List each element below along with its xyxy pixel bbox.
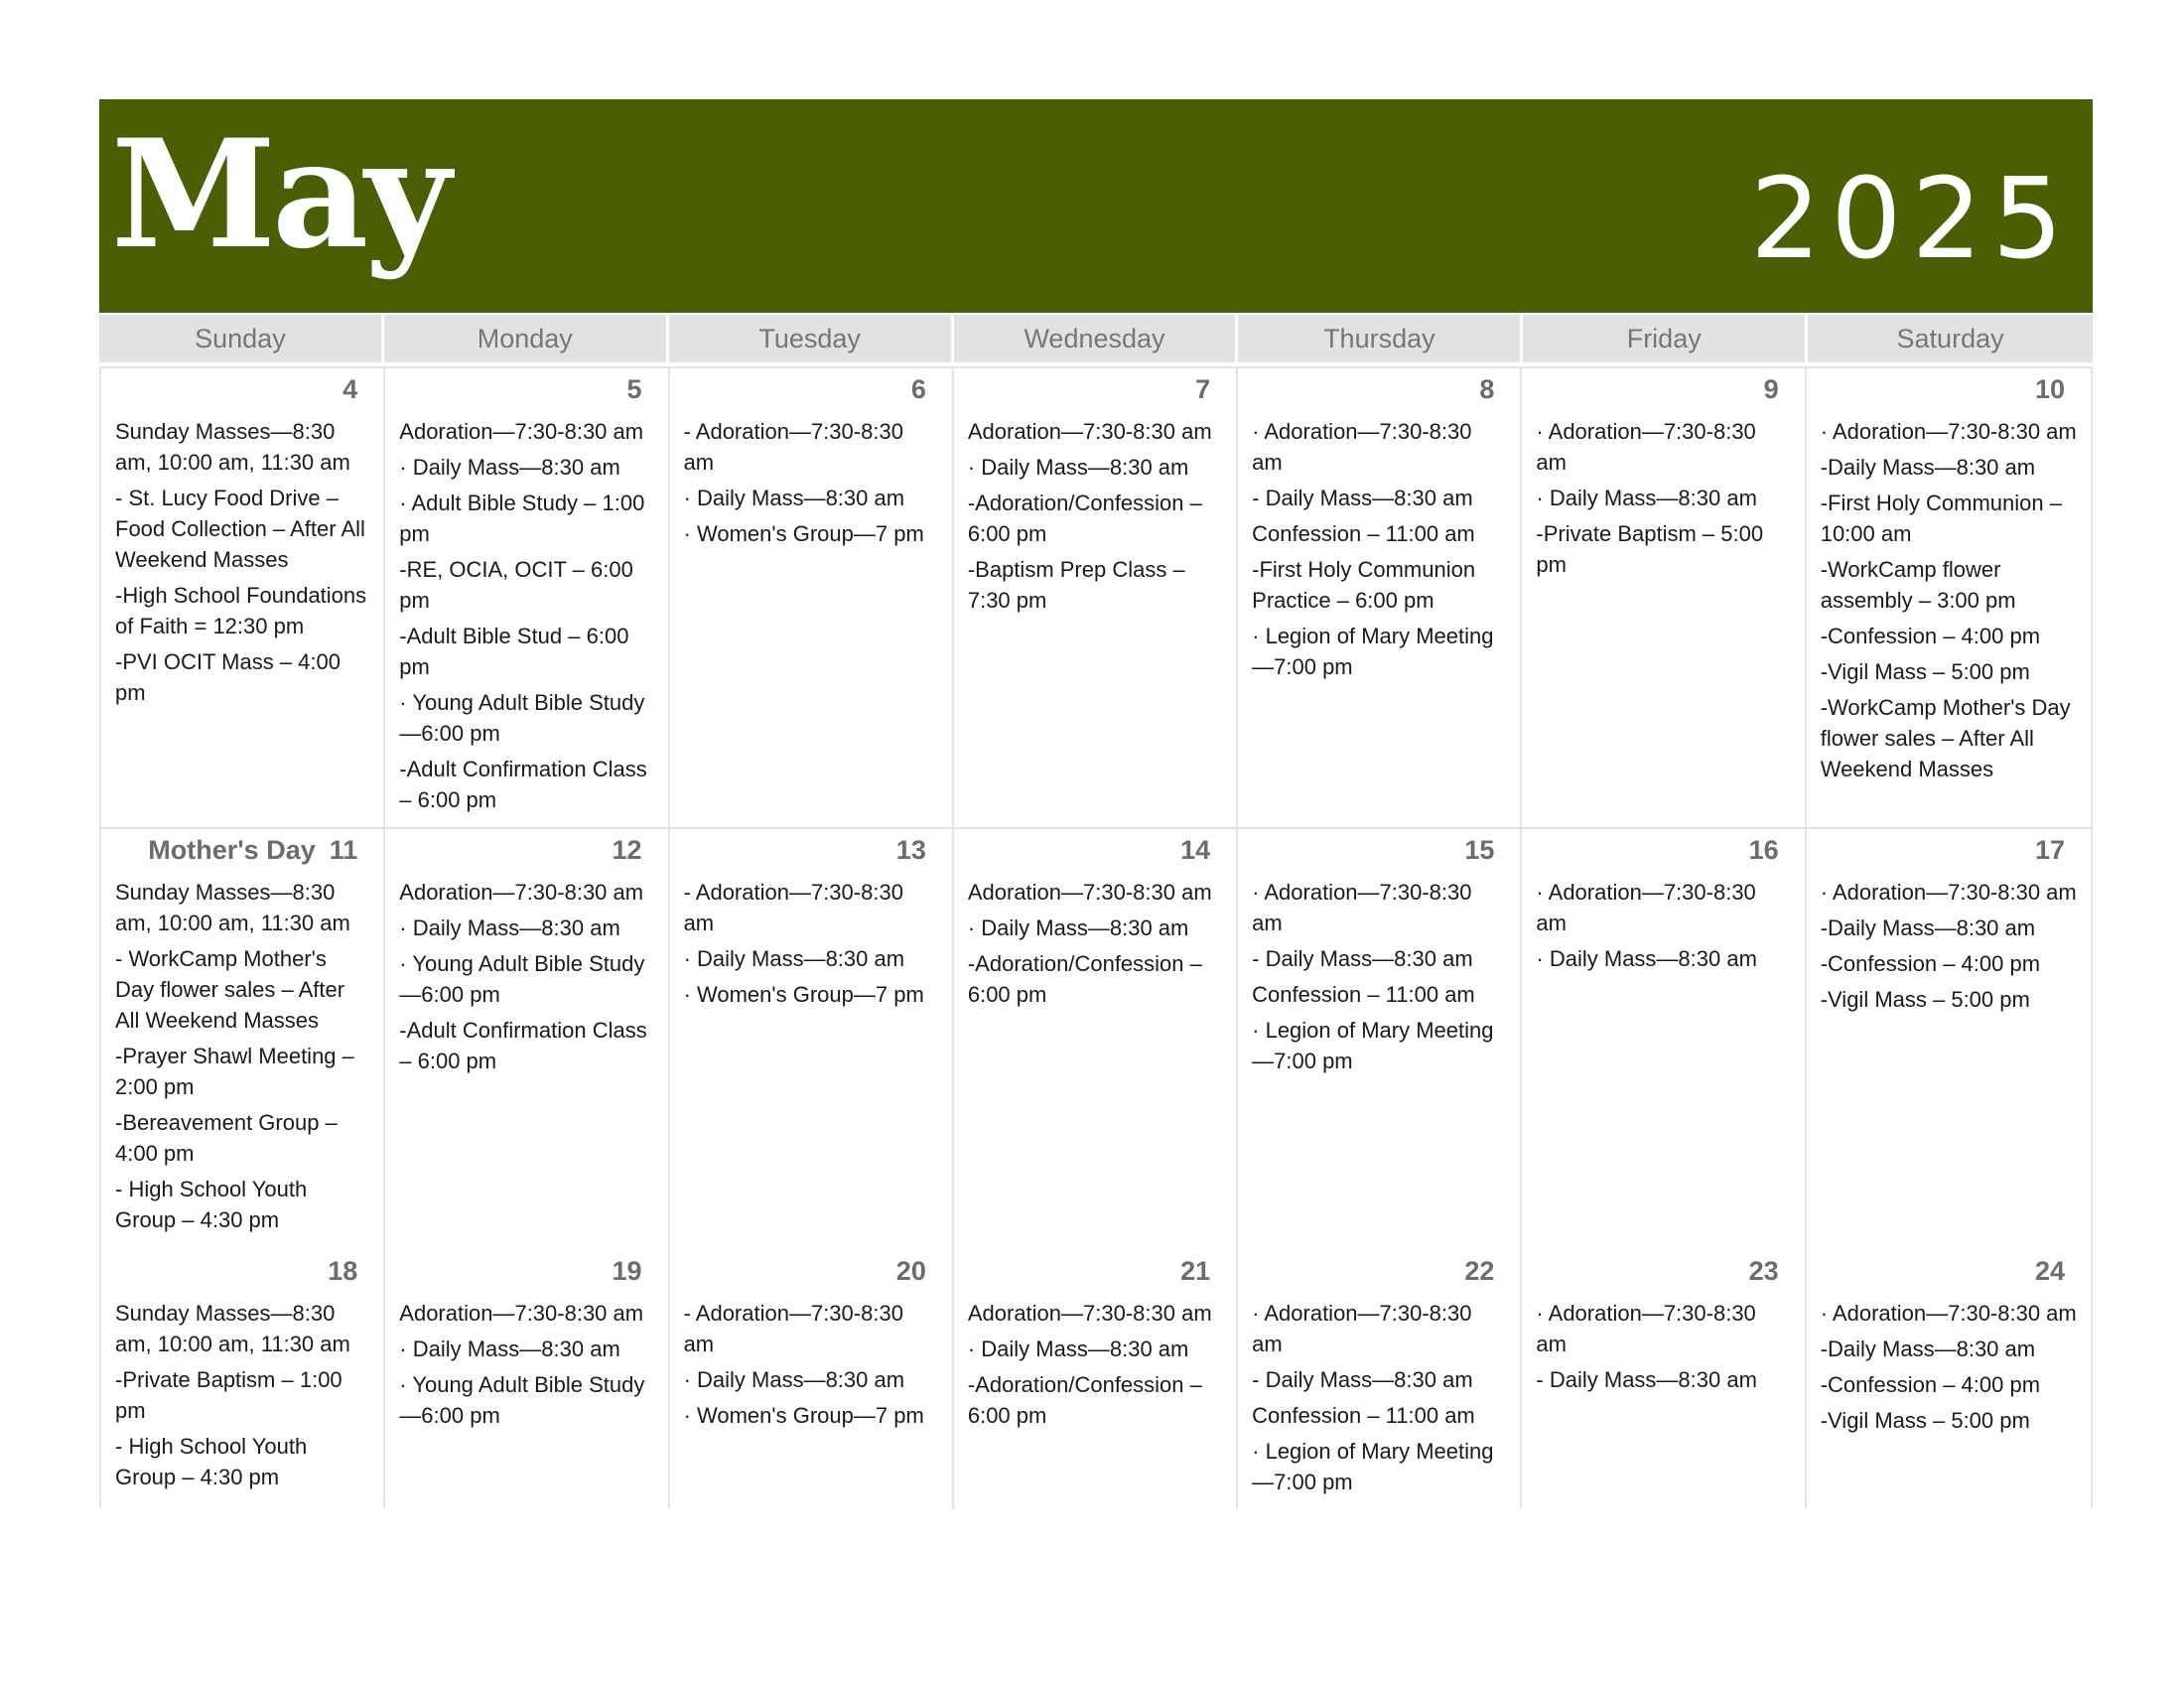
day-number: 9 bbox=[1763, 374, 1779, 404]
day-cell bbox=[1807, 368, 2091, 827]
day-cell bbox=[1522, 1250, 1806, 1508]
event-item: · Daily Mass—8:30 am bbox=[683, 946, 905, 971]
event-item: Sunday Masses—8:30 am, 10:00 am, 11:30 am bbox=[115, 880, 350, 935]
event-item: · Daily Mass—8:30 am bbox=[967, 915, 1189, 940]
event-item: Confession – 11:00 am bbox=[1252, 1403, 1475, 1428]
event-item: Adoration—7:30-8:30 am bbox=[967, 880, 1212, 905]
day-header bbox=[399, 835, 653, 877]
event-item: -PVI OCIT Mass – 4:00 pm bbox=[115, 649, 341, 705]
event-item: · Legion of Mary Meeting—7:00 pm bbox=[1252, 624, 1494, 679]
week-row bbox=[99, 827, 2093, 1250]
weekday-wednesday: Wednesday bbox=[954, 315, 1239, 362]
event-list bbox=[684, 1298, 938, 1431]
event-list bbox=[1252, 877, 1506, 1076]
event-item: -WorkCamp Mother's Day flower sales – After All Weekend Masses bbox=[1820, 695, 2071, 781]
event-list bbox=[1252, 1298, 1506, 1497]
event-list bbox=[399, 877, 653, 1076]
week-row bbox=[99, 366, 2093, 827]
event-item: · Daily Mass—8:30 am bbox=[967, 455, 1189, 480]
event-item: · Women's Group—7 pm bbox=[683, 1403, 924, 1428]
day-header bbox=[1821, 374, 2077, 416]
event-item: - High School Youth Group – 4:30 pm bbox=[115, 1434, 308, 1489]
day-header bbox=[115, 835, 369, 877]
event-item: · Legion of Mary Meeting—7:00 pm bbox=[1252, 1439, 1494, 1494]
year-title: 2025 bbox=[1749, 155, 2073, 284]
event-item: -Daily Mass—8:30 am bbox=[1820, 915, 2036, 940]
event-item: - WorkCamp Mother's Day flower sales – After All Weekend Masses bbox=[115, 946, 345, 1033]
weekday-sunday: Sunday bbox=[99, 315, 384, 362]
event-item: -Confession – 4:00 pm bbox=[1820, 1372, 2041, 1397]
event-item: - High School Youth Group – 4:30 pm bbox=[115, 1177, 308, 1232]
event-item: Confession – 11:00 am bbox=[1252, 982, 1475, 1007]
event-item: -Vigil Mass – 5:00 pm bbox=[1820, 659, 2030, 684]
event-list bbox=[115, 1298, 369, 1492]
day-number: 22 bbox=[1464, 1256, 1495, 1286]
event-item: -Adoration/Confession – 6:00 pm bbox=[967, 491, 1202, 546]
day-header bbox=[1252, 1256, 1506, 1298]
event-item: -Vigil Mass – 5:00 pm bbox=[1820, 987, 2030, 1012]
event-item: · Daily Mass—8:30 am bbox=[967, 1336, 1189, 1361]
event-list bbox=[1536, 1298, 1790, 1395]
event-item: - Daily Mass—8:30 am bbox=[1252, 946, 1473, 971]
day-number: 6 bbox=[910, 374, 926, 404]
day-cell bbox=[1238, 829, 1522, 1250]
day-header bbox=[684, 1256, 938, 1298]
event-item: Adoration—7:30-8:30 am bbox=[399, 419, 644, 444]
week-row bbox=[99, 1250, 2093, 1508]
event-item: - Adoration—7:30-8:30 am bbox=[683, 880, 903, 935]
event-item: Adoration—7:30-8:30 am bbox=[399, 880, 644, 905]
day-header bbox=[1536, 835, 1790, 877]
event-item: · Adoration—7:30-8:30 am bbox=[1536, 880, 1756, 935]
event-item: · Young Adult Bible Study—6:00 pm bbox=[399, 690, 645, 746]
event-item: · Women's Group—7 pm bbox=[683, 982, 924, 1007]
day-header bbox=[1536, 374, 1790, 416]
event-item: -Daily Mass—8:30 am bbox=[1820, 455, 2036, 480]
event-list bbox=[399, 1298, 653, 1431]
event-item: · Women's Group—7 pm bbox=[683, 521, 924, 546]
day-header bbox=[1252, 374, 1506, 416]
event-item: -Adoration/Confession – 6:00 pm bbox=[967, 951, 1202, 1007]
day-header bbox=[1252, 835, 1506, 877]
weekday-thursday: Thursday bbox=[1238, 315, 1523, 362]
month-title: May bbox=[111, 107, 448, 282]
day-number: 16 bbox=[1748, 835, 1779, 865]
event-list bbox=[684, 877, 938, 1010]
event-item: - Daily Mass—8:30 am bbox=[1252, 486, 1473, 510]
day-cell bbox=[101, 368, 385, 827]
day-header bbox=[115, 1256, 369, 1298]
event-item: -Adult Bible Stud – 6:00 pm bbox=[399, 624, 629, 679]
day-cell bbox=[1807, 1250, 2091, 1508]
event-item: -Adult Confirmation Class – 6:00 pm bbox=[399, 757, 647, 812]
event-item: Adoration—7:30-8:30 am bbox=[967, 1301, 1212, 1326]
day-header bbox=[115, 374, 369, 416]
event-item: Confession – 11:00 am bbox=[1252, 521, 1475, 546]
event-list bbox=[1821, 877, 2077, 1015]
event-item: -Confession – 4:00 pm bbox=[1820, 951, 2041, 976]
event-item: -Prayer Shawl Meeting – 2:00 pm bbox=[115, 1044, 354, 1099]
day-header bbox=[968, 374, 1222, 416]
event-item: · Adoration—7:30-8:30 am bbox=[1252, 1301, 1472, 1356]
event-item: -Confession – 4:00 pm bbox=[1820, 624, 2041, 648]
weekday-saturday: Saturday bbox=[1896, 324, 2004, 353]
day-cell bbox=[1522, 829, 1806, 1250]
event-item: Adoration—7:30-8:30 am bbox=[399, 1301, 644, 1326]
event-item: · Young Adult Bible Study—6:00 pm bbox=[399, 951, 645, 1007]
event-list bbox=[968, 416, 1222, 616]
day-header bbox=[684, 374, 938, 416]
day-cell bbox=[670, 368, 954, 827]
day-number: 18 bbox=[328, 1256, 358, 1286]
event-item: -First Holy Communion Practice – 6:00 pm bbox=[1252, 557, 1476, 613]
event-item: Adoration—7:30-8:30 am bbox=[967, 419, 1212, 444]
event-list bbox=[968, 1298, 1222, 1431]
event-item: -Adult Confirmation Class – 6:00 pm bbox=[399, 1018, 647, 1073]
event-item: -High School Foundations of Faith = 12:30 pm bbox=[115, 583, 367, 638]
event-item: · Adoration—7:30-8:30 am bbox=[1820, 1301, 2077, 1326]
event-list bbox=[1536, 416, 1790, 580]
event-item: - Adoration—7:30-8:30 am bbox=[683, 1301, 903, 1356]
event-item: · Young Adult Bible Study—6:00 pm bbox=[399, 1372, 645, 1428]
day-cell bbox=[1807, 829, 2091, 1250]
day-number: 15 bbox=[1464, 835, 1495, 865]
event-list bbox=[1821, 416, 2077, 784]
event-item: · Adoration—7:30-8:30 am bbox=[1536, 419, 1756, 475]
event-item: · Legion of Mary Meeting—7:00 pm bbox=[1252, 1018, 1494, 1073]
event-item: · Daily Mass—8:30 am bbox=[399, 915, 620, 940]
event-list bbox=[1536, 877, 1790, 974]
day-number: 19 bbox=[612, 1256, 642, 1286]
event-item: -Private Baptism – 1:00 pm bbox=[115, 1367, 342, 1423]
day-header bbox=[1821, 835, 2077, 877]
event-item: · Daily Mass—8:30 am bbox=[399, 1336, 620, 1361]
day-header bbox=[968, 835, 1222, 877]
event-item: -Vigil Mass – 5:00 pm bbox=[1820, 1408, 2030, 1433]
day-number: 21 bbox=[1180, 1256, 1211, 1286]
event-item: - Adoration—7:30-8:30 am bbox=[683, 419, 903, 475]
day-cell bbox=[670, 829, 954, 1250]
event-item: -WorkCamp flower assembly – 3:00 pm bbox=[1820, 557, 2016, 613]
event-item: - Daily Mass—8:30 am bbox=[1252, 1367, 1473, 1392]
day-cell bbox=[385, 1250, 669, 1508]
day-header bbox=[1536, 1256, 1790, 1298]
day-header bbox=[399, 374, 653, 416]
day-number: 20 bbox=[895, 1256, 926, 1286]
day-number: 4 bbox=[342, 374, 358, 404]
day-cell bbox=[954, 829, 1238, 1250]
day-cell bbox=[954, 1250, 1238, 1508]
event-item: · Adult Bible Study – 1:00 pm bbox=[399, 491, 645, 546]
event-item: Sunday Masses—8:30 am, 10:00 am, 11:30 am bbox=[115, 419, 350, 475]
event-item: · Adoration—7:30-8:30 am bbox=[1252, 419, 1472, 475]
day-cell bbox=[670, 1250, 954, 1508]
day-cell bbox=[1238, 368, 1522, 827]
day-number: 5 bbox=[626, 374, 642, 404]
event-item: · Daily Mass—8:30 am bbox=[683, 486, 905, 510]
day-number: 8 bbox=[1479, 374, 1495, 404]
event-item: · Daily Mass—8:30 am bbox=[1536, 946, 1757, 971]
event-item: · Adoration—7:30-8:30 am bbox=[1252, 880, 1472, 935]
day-header bbox=[399, 1256, 653, 1298]
weekday-monday: Monday bbox=[384, 315, 669, 362]
day-number: 12 bbox=[612, 835, 642, 865]
event-item: - St. Lucy Food Drive – Food Collection – After All Weekend Masses bbox=[115, 486, 365, 572]
event-item: -First Holy Communion – 10:00 am bbox=[1820, 491, 2062, 546]
day-header bbox=[1821, 1256, 2077, 1298]
event-list bbox=[399, 416, 653, 815]
event-item: · Adoration—7:30-8:30 am bbox=[1536, 1301, 1756, 1356]
day-cell bbox=[385, 368, 669, 827]
day-cell bbox=[1522, 368, 1806, 827]
event-item: -Adoration/Confession – 6:00 pm bbox=[967, 1372, 1202, 1428]
month-banner bbox=[99, 99, 2093, 313]
weekday-tuesday: Tuesday bbox=[669, 315, 954, 362]
day-header bbox=[684, 835, 938, 877]
event-list bbox=[684, 416, 938, 549]
day-cell bbox=[101, 829, 385, 1250]
day-number: 17 bbox=[2034, 835, 2065, 865]
day-number: 7 bbox=[1195, 374, 1211, 404]
day-number: 13 bbox=[895, 835, 926, 865]
holiday-label: Mother's Day bbox=[148, 835, 316, 865]
weekday-friday: Friday bbox=[1523, 315, 1808, 362]
event-item: -Daily Mass—8:30 am bbox=[1820, 1336, 2036, 1361]
day-number: 23 bbox=[1748, 1256, 1779, 1286]
event-list bbox=[115, 877, 369, 1235]
event-item: -RE, OCIA, OCIT – 6:00 pm bbox=[399, 557, 633, 613]
day-number: 24 bbox=[2034, 1256, 2065, 1286]
event-item: -Bereavement Group – 4:00 pm bbox=[115, 1110, 338, 1166]
day-number: 10 bbox=[2034, 374, 2065, 404]
event-list bbox=[1252, 416, 1506, 682]
day-cell bbox=[1238, 1250, 1522, 1508]
event-list bbox=[968, 877, 1222, 1010]
event-item: · Daily Mass—8:30 am bbox=[683, 1367, 905, 1392]
day-cell bbox=[101, 1250, 385, 1508]
event-item: · Adoration—7:30-8:30 am bbox=[1820, 419, 2077, 444]
weekday-header-row bbox=[99, 315, 2093, 362]
event-item: Sunday Masses—8:30 am, 10:00 am, 11:30 am bbox=[115, 1301, 350, 1356]
event-list bbox=[115, 416, 369, 708]
event-item: - Daily Mass—8:30 am bbox=[1536, 1367, 1757, 1392]
day-number: 11 bbox=[329, 835, 358, 865]
day-number: 14 bbox=[1180, 835, 1211, 865]
day-cell bbox=[954, 368, 1238, 827]
calendar bbox=[99, 99, 2093, 1508]
event-item: -Baptism Prep Class – 7:30 pm bbox=[967, 557, 1185, 613]
event-item: · Daily Mass—8:30 am bbox=[1536, 486, 1757, 510]
event-list bbox=[1821, 1298, 2077, 1436]
event-item: · Adoration—7:30-8:30 am bbox=[1820, 880, 2077, 905]
event-item: · Daily Mass—8:30 am bbox=[399, 455, 620, 480]
day-header bbox=[968, 1256, 1222, 1298]
day-cell bbox=[385, 829, 669, 1250]
event-item: -Private Baptism – 5:00 pm bbox=[1536, 521, 1764, 577]
